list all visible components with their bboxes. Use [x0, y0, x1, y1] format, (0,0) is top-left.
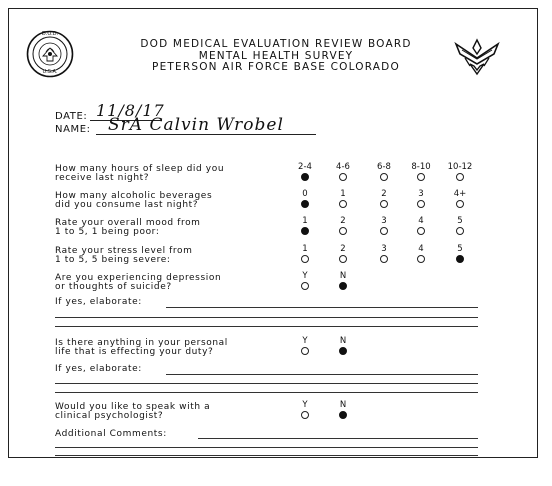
- elaborate-line-2c[interactable]: [55, 392, 478, 393]
- additional-line-a[interactable]: [198, 438, 478, 439]
- question-3-option-bubble[interactable]: [380, 227, 388, 235]
- form-location: PETERSON AIR FORCE BASE COLORADO: [152, 61, 400, 73]
- question-1-option-label: 8-10: [411, 162, 431, 172]
- question-3-option-bubble[interactable]: [417, 227, 425, 235]
- question-1-option-bubble[interactable]: [339, 173, 347, 181]
- question-1-option-label: 6-8: [377, 162, 391, 172]
- question-4-option-label: 4: [418, 244, 424, 254]
- question-4-option-bubble[interactable]: [301, 255, 309, 263]
- question-6-option-bubble[interactable]: [339, 347, 347, 355]
- additional-line-b[interactable]: [55, 447, 478, 448]
- question-2-option-label: 4+: [453, 189, 467, 199]
- question-7-text-line1: Would you like to speak with a: [55, 402, 211, 412]
- question-7-option-label: Y: [302, 400, 308, 410]
- question-6-text-line2: life that is effecting your duty?: [55, 347, 214, 357]
- seal-text-bottom: U.S.A.: [42, 69, 58, 75]
- name-underline: [96, 134, 316, 135]
- question-3-text-line1: Rate your overall mood from: [55, 218, 201, 228]
- question-4-text-line1: Rate your stress level from: [55, 246, 193, 256]
- question-1-text-line2: receive last night?: [55, 173, 150, 183]
- question-2-text-line2: did you consume last night?: [55, 200, 199, 210]
- question-1-option-label: 2-4: [298, 162, 312, 172]
- elaborate-line-2a[interactable]: [166, 374, 478, 375]
- date-label: DATE:: [55, 111, 88, 122]
- question-3-option-label: 3: [381, 216, 387, 226]
- question-2-option-label: 2: [381, 189, 387, 199]
- question-3-option-bubble[interactable]: [339, 227, 347, 235]
- question-4-option-bubble[interactable]: [456, 255, 464, 263]
- additional-line-c[interactable]: [55, 455, 478, 456]
- question-3-option-bubble[interactable]: [456, 227, 464, 235]
- question-4-text-line2: 1 to 5, 5 being severe:: [55, 255, 171, 265]
- question-2-option-label: 1: [340, 189, 346, 199]
- elaborate-line-1c[interactable]: [55, 326, 478, 327]
- question-5-option-label: N: [339, 271, 347, 281]
- question-3-option-label: 5: [457, 216, 463, 226]
- question-4-option-label: 2: [340, 244, 346, 254]
- question-3-option-label: 1: [302, 216, 308, 226]
- question-4-option-bubble[interactable]: [417, 255, 425, 263]
- question-2-option-bubble[interactable]: [417, 200, 425, 208]
- question-5-text-line2: or thoughts of suicide?: [55, 282, 172, 292]
- name-label: NAME:: [55, 124, 91, 135]
- question-3-option-bubble[interactable]: [301, 227, 309, 235]
- question-2-option-label: 3: [418, 189, 424, 199]
- seal-text-top: D.O.D.: [41, 31, 59, 37]
- question-2-option-label: 0: [302, 189, 308, 199]
- question-4-option-label: 5: [457, 244, 463, 254]
- question-6-text-line1: Is there anything in your personal: [55, 338, 228, 348]
- question-6-option-bubble[interactable]: [301, 347, 309, 355]
- elaborate-line-1b[interactable]: [55, 317, 478, 318]
- question-2-option-bubble[interactable]: [456, 200, 464, 208]
- question-5-text-line1: Are you experiencing depression: [55, 273, 222, 283]
- question-3-option-label: 4: [418, 216, 424, 226]
- question-2-option-bubble[interactable]: [339, 200, 347, 208]
- name-value: SrA Calvin Wrobel: [108, 115, 284, 135]
- question-5-option-label: Y: [302, 271, 308, 281]
- date-value: 11/8/17: [96, 101, 165, 120]
- question-1-option-bubble[interactable]: [380, 173, 388, 181]
- question-2-option-bubble[interactable]: [301, 200, 309, 208]
- elaborate-line-1a[interactable]: [166, 307, 478, 308]
- additional-comments-label: Additional Comments:: [55, 429, 167, 439]
- question-4-option-bubble[interactable]: [339, 255, 347, 263]
- question-1-option-bubble[interactable]: [456, 173, 464, 181]
- elaborate-line-2b[interactable]: [55, 383, 478, 384]
- question-6-option-label: Y: [302, 336, 308, 346]
- form-subtitle: MENTAL HEALTH SURVEY: [198, 50, 354, 62]
- question-3-text-line2: 1 to 5, 1 being poor:: [55, 227, 160, 237]
- question-7-option-bubble[interactable]: [301, 411, 309, 419]
- question-4-option-label: 1: [302, 244, 308, 254]
- question-7-option-bubble[interactable]: [339, 411, 347, 419]
- question-5-option-bubble[interactable]: [339, 282, 347, 290]
- question-1-text-line1: How many hours of sleep did you: [55, 164, 225, 174]
- question-3-option-label: 2: [340, 216, 346, 226]
- question-4-option-label: 3: [381, 244, 387, 254]
- question-7-option-label: N: [339, 400, 347, 410]
- question-2-text-line1: How many alcoholic beverages: [55, 191, 213, 201]
- question-7-text-line2: clinical psychologist?: [55, 411, 164, 421]
- question-1-option-bubble[interactable]: [417, 173, 425, 181]
- question-6-option-label: N: [339, 336, 347, 346]
- question-1-option-label: 10-12: [447, 162, 473, 172]
- question-4-option-bubble[interactable]: [380, 255, 388, 263]
- question-1-option-label: 4-6: [336, 162, 350, 172]
- form-title: DOD MEDICAL EVALUATION REVIEW BOARD: [140, 38, 412, 50]
- elaborate-label-2: If yes, elaborate:: [55, 364, 142, 374]
- question-5-option-bubble[interactable]: [301, 282, 309, 290]
- elaborate-label-1: If yes, elaborate:: [55, 297, 142, 307]
- question-1-option-bubble[interactable]: [301, 173, 309, 181]
- question-2-option-bubble[interactable]: [380, 200, 388, 208]
